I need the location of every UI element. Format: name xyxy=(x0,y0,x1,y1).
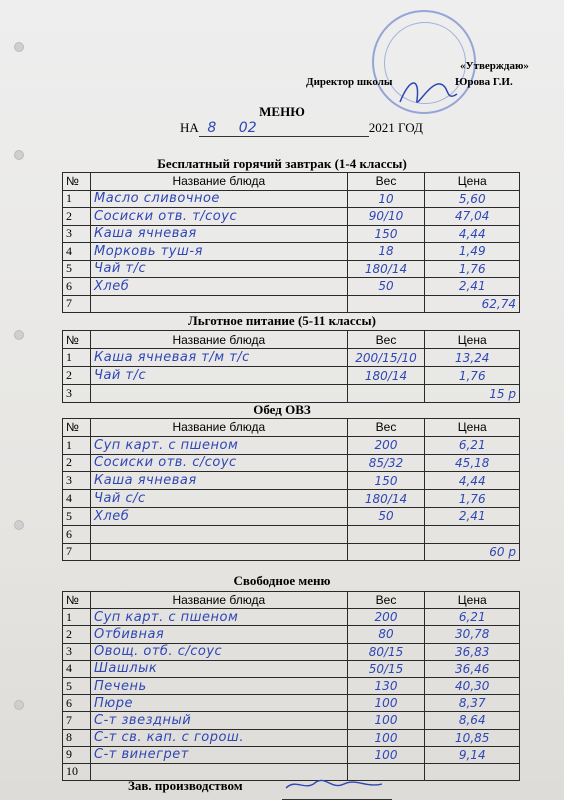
dish-name: Овощ. отб. с/соус xyxy=(91,643,348,660)
menu-table xyxy=(62,418,520,561)
dish-name: С-т винегрет xyxy=(91,746,348,763)
dish-weight xyxy=(347,295,425,313)
dish-weight: 80/15 xyxy=(347,643,425,660)
dish-weight: 90/10 xyxy=(347,208,425,226)
column-header: Вес xyxy=(347,173,425,191)
dish-weight: 200 xyxy=(347,609,425,626)
date-year: 2021 ГОД xyxy=(368,120,423,135)
table-row xyxy=(63,367,520,385)
dish-price: 47,04 xyxy=(425,208,520,226)
dish-name: Чай с/с xyxy=(91,490,348,508)
table-row xyxy=(63,525,520,543)
dish-price: 1,49 xyxy=(425,243,520,261)
column-header: Цена xyxy=(425,592,520,609)
table-row xyxy=(63,278,520,296)
dish-weight: 180/14 xyxy=(347,367,425,385)
table-row xyxy=(63,660,520,677)
column-header: Цена xyxy=(425,419,520,437)
table-row xyxy=(63,295,520,313)
dish-price: 6,21 xyxy=(425,609,520,626)
dish-name: Каша ячневая xyxy=(91,472,348,490)
dish-weight: 100 xyxy=(347,729,425,746)
dish-weight xyxy=(347,543,425,561)
menu-date xyxy=(180,120,423,137)
table-row xyxy=(63,677,520,694)
approval-label: «Утверждаю» xyxy=(460,60,529,72)
dish-name: Шашлык xyxy=(91,660,348,677)
dish-name xyxy=(91,543,348,561)
production-signature xyxy=(282,776,392,800)
section-total: 62,74 xyxy=(425,295,520,313)
dish-weight: 180/14 xyxy=(347,260,425,278)
dish-name: Масло сливочное xyxy=(91,190,348,208)
section-title: Свободное меню xyxy=(233,573,331,588)
dish-price: 1,76 xyxy=(425,260,520,278)
column-header: Вес xyxy=(347,592,425,609)
dish-price: 4,44 xyxy=(425,472,520,490)
dish-name: Каша ячневая xyxy=(91,225,348,243)
row-number: 7 xyxy=(63,712,91,729)
dish-price: 9,14 xyxy=(425,746,520,763)
row-number: 7 xyxy=(63,543,91,561)
dish-weight xyxy=(347,385,425,403)
row-number: 6 xyxy=(63,695,91,712)
dish-weight: 180/14 xyxy=(347,490,425,508)
dish-weight: 18 xyxy=(347,243,425,261)
row-number: 2 xyxy=(63,454,91,472)
date-month: 02 xyxy=(238,120,257,136)
column-header: Вес xyxy=(347,419,425,437)
dish-price: 13,24 xyxy=(425,349,520,367)
column-header: Название блюда xyxy=(91,419,348,437)
table-row xyxy=(63,643,520,660)
dish-price: 45,18 xyxy=(425,454,520,472)
dish-weight: 50 xyxy=(347,507,425,525)
table-row xyxy=(63,260,520,278)
menu-table xyxy=(62,172,520,313)
table-row xyxy=(63,349,520,367)
table-row xyxy=(63,746,520,763)
section-total xyxy=(425,525,520,543)
dish-weight: 100 xyxy=(347,695,425,712)
column-header: Цена xyxy=(425,173,520,191)
row-number: 4 xyxy=(63,660,91,677)
dish-price: 40,30 xyxy=(425,677,520,694)
dish-weight: 200/15/10 xyxy=(347,349,425,367)
dish-weight: 200 xyxy=(347,436,425,454)
dish-price: 36,83 xyxy=(425,643,520,660)
table-row xyxy=(63,626,520,643)
dish-weight: 80 xyxy=(347,626,425,643)
column-header: Вес xyxy=(347,331,425,349)
table-row xyxy=(63,454,520,472)
row-number: 1 xyxy=(63,436,91,454)
menu-table xyxy=(62,330,520,403)
dish-name: Сосиски отв. т/соус xyxy=(91,208,348,226)
column-header: № xyxy=(63,331,91,349)
dish-name: Сосиски отв. с/соус xyxy=(91,454,348,472)
dish-price: 1,76 xyxy=(425,367,520,385)
dish-name: Чай т/с xyxy=(91,367,348,385)
dish-weight: 150 xyxy=(347,225,425,243)
dish-name xyxy=(91,295,348,313)
menu-table xyxy=(62,591,520,781)
dish-name: Каша ячневая т/м т/с xyxy=(91,349,348,367)
table-header-row xyxy=(63,592,520,609)
director-label: Директор школы xyxy=(306,76,393,88)
table-header-row xyxy=(63,331,520,349)
dish-price: 1,76 xyxy=(425,490,520,508)
table-header-row xyxy=(63,419,520,437)
table-row xyxy=(63,225,520,243)
dish-price: 8,64 xyxy=(425,712,520,729)
column-header: № xyxy=(63,419,91,437)
dish-name: Хлеб xyxy=(91,278,348,296)
row-number: 2 xyxy=(63,367,91,385)
section-total: 60 р xyxy=(425,543,520,561)
dish-price: 30,78 xyxy=(425,626,520,643)
dish-weight xyxy=(347,525,425,543)
row-number: 3 xyxy=(63,643,91,660)
dish-name xyxy=(91,385,348,403)
dish-name: Суп карт. с пшеном xyxy=(91,436,348,454)
row-number: 3 xyxy=(63,225,91,243)
row-number: 1 xyxy=(63,349,91,367)
row-number: 8 xyxy=(63,729,91,746)
table-row xyxy=(63,712,520,729)
table-row xyxy=(63,385,520,403)
row-number: 3 xyxy=(63,385,91,403)
row-number: 5 xyxy=(63,507,91,525)
footer-label: Зав. производством xyxy=(128,778,243,793)
column-header: Цена xyxy=(425,331,520,349)
menu-title: МЕНЮ xyxy=(259,104,305,119)
table-row xyxy=(63,507,520,525)
section-title: Обед ОВЗ xyxy=(253,402,311,417)
column-header: Название блюда xyxy=(91,592,348,609)
date-day: 8 xyxy=(207,120,217,136)
table-row xyxy=(63,695,520,712)
dish-weight: 10 xyxy=(347,190,425,208)
row-number: 3 xyxy=(63,472,91,490)
dish-name xyxy=(91,525,348,543)
row-number: 5 xyxy=(63,260,91,278)
dish-name: Морковь туш-я xyxy=(91,243,348,261)
dish-name: Суп карт. с пшеном xyxy=(91,609,348,626)
dish-price: 10,85 xyxy=(425,729,520,746)
dish-weight: 50/15 xyxy=(347,660,425,677)
director-name: Юрова Г.И. xyxy=(455,76,513,88)
section-title: Льготное питание (5-11 классы) xyxy=(188,313,376,328)
dish-name: Отбивная xyxy=(91,626,348,643)
row-number: 10 xyxy=(63,763,91,780)
dish-name: С-т звездный xyxy=(91,712,348,729)
dish-weight: 100 xyxy=(347,746,425,763)
dish-weight: 50 xyxy=(347,278,425,296)
column-header: Название блюда xyxy=(91,173,348,191)
dish-weight: 130 xyxy=(347,677,425,694)
row-number: 4 xyxy=(63,490,91,508)
section-total: 15 р xyxy=(425,385,520,403)
dish-weight: 85/32 xyxy=(347,454,425,472)
dish-name: Пюре xyxy=(91,695,348,712)
table-row xyxy=(63,190,520,208)
table-row xyxy=(63,472,520,490)
dish-price: 36,46 xyxy=(425,660,520,677)
dish-weight: 150 xyxy=(347,472,425,490)
row-number: 2 xyxy=(63,208,91,226)
dish-price: 2,41 xyxy=(425,278,520,296)
table-row xyxy=(63,436,520,454)
table-row xyxy=(63,729,520,746)
row-number: 2 xyxy=(63,626,91,643)
table-row xyxy=(63,208,520,226)
row-number: 5 xyxy=(63,677,91,694)
dish-name: Чай т/с xyxy=(91,260,348,278)
dish-price: 8,37 xyxy=(425,695,520,712)
dish-name: Хлеб xyxy=(91,507,348,525)
row-number: 9 xyxy=(63,746,91,763)
dish-price: 2,41 xyxy=(425,507,520,525)
dish-price: 4,44 xyxy=(425,225,520,243)
table-row xyxy=(63,609,520,626)
table-row xyxy=(63,490,520,508)
section-total xyxy=(425,763,520,780)
row-number: 7 xyxy=(63,295,91,313)
binder-holes xyxy=(14,0,24,800)
dish-name: С-т св. кап. с горош. xyxy=(91,729,348,746)
dish-name: Печень xyxy=(91,677,348,694)
section-title: Бесплатный горячий завтрак (1-4 классы) xyxy=(157,156,407,171)
table-header-row xyxy=(63,173,520,191)
table-row xyxy=(63,243,520,261)
row-number: 1 xyxy=(63,609,91,626)
row-number: 4 xyxy=(63,243,91,261)
dish-price: 6,21 xyxy=(425,436,520,454)
dish-weight: 100 xyxy=(347,712,425,729)
row-number: 6 xyxy=(63,278,91,296)
date-prefix: НА xyxy=(180,120,199,135)
column-header: Название блюда xyxy=(91,331,348,349)
column-header: № xyxy=(63,173,91,191)
row-number: 1 xyxy=(63,190,91,208)
dish-price: 5,60 xyxy=(425,190,520,208)
table-row xyxy=(63,543,520,561)
row-number: 6 xyxy=(63,525,91,543)
column-header: № xyxy=(63,592,91,609)
